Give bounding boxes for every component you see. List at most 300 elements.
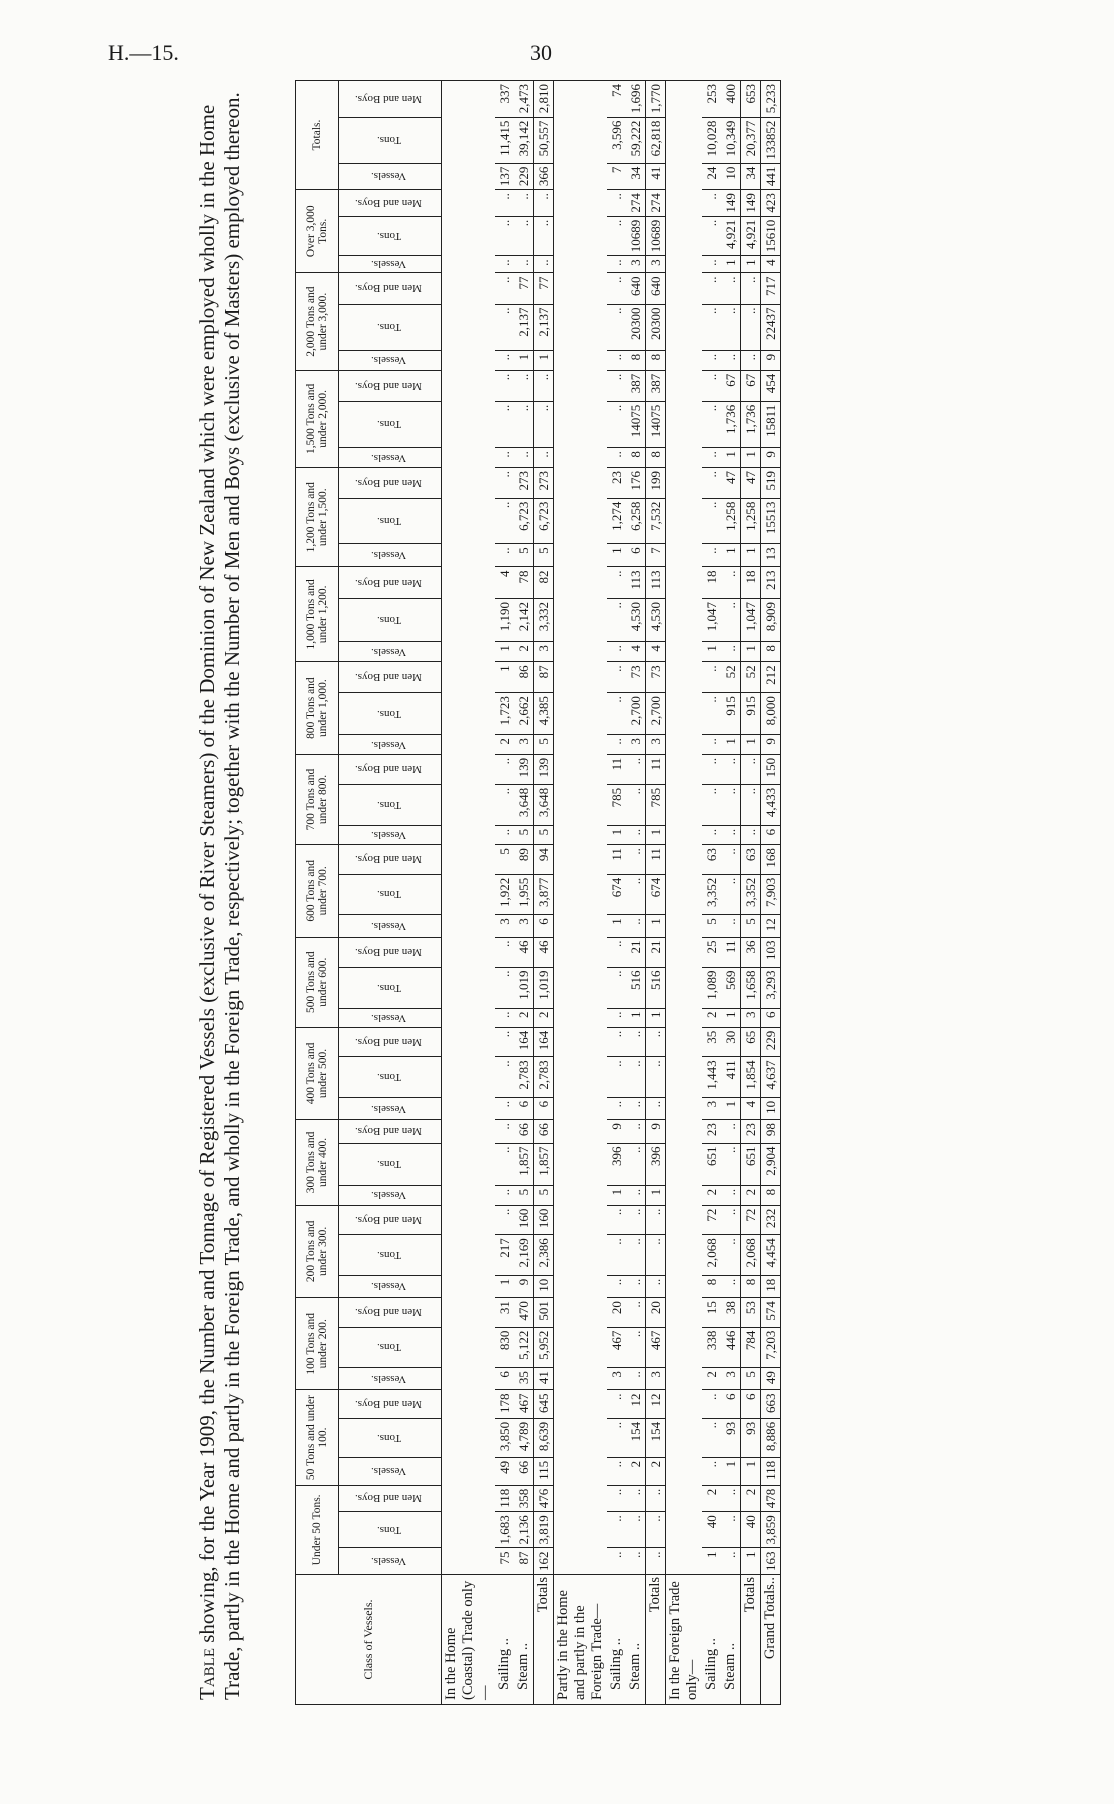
sub-header — [339, 598, 442, 641]
table-cell: .. — [702, 754, 721, 784]
table-cell: 7 — [646, 544, 666, 567]
sub-header-label: Vessels. — [370, 170, 407, 183]
sub-header — [339, 1418, 442, 1457]
section-spacer — [442, 81, 496, 1575]
table-cell: .. — [646, 1235, 666, 1275]
table-cell: .. — [702, 370, 721, 401]
table-cell: 113 — [626, 567, 646, 599]
table-cell: 2,136 — [514, 1512, 534, 1548]
table-cell: 1,683 — [495, 1512, 514, 1548]
table-cell: 1,723 — [495, 693, 514, 735]
table-cell: 4,433 — [761, 784, 781, 825]
table-cell: 47 — [721, 468, 741, 499]
table-cell: 1 — [721, 735, 741, 755]
table-cell: 915 — [741, 693, 761, 735]
group-header: Under 50 Tons. — [296, 1485, 339, 1574]
table-cell: 1 — [514, 350, 534, 370]
table-cell: 467 — [607, 1327, 626, 1367]
sub-header-label: Vessels. — [370, 1102, 407, 1115]
table-cell: .. — [607, 662, 626, 693]
row-label: Totals — [741, 1575, 761, 1705]
table-cell: 3 — [646, 735, 666, 755]
table-cell: .. — [646, 1057, 666, 1097]
table-cell: .. — [626, 1298, 646, 1328]
table-cell: .. — [495, 1143, 514, 1185]
table-cell: .. — [514, 401, 534, 447]
table-cell: 2,142 — [514, 598, 534, 641]
table-cell: 3 — [626, 256, 646, 273]
table-cell: 6 — [741, 1390, 761, 1418]
group-header: Totals. — [296, 81, 339, 190]
table-cell: 22437 — [761, 304, 781, 350]
table-cell: 3 — [514, 915, 534, 937]
table-cell: 4 — [646, 642, 666, 662]
table-cell: .. — [514, 448, 534, 468]
table-cell: 21 — [646, 937, 666, 967]
table-cell: .. — [626, 1235, 646, 1275]
table-cell: 65 — [741, 1027, 761, 1057]
table-cell: 11 — [646, 754, 666, 784]
page-ref: H.—15. — [108, 40, 179, 65]
table-cell: .. — [607, 1057, 626, 1097]
table-cell: .. — [607, 256, 626, 273]
table-cell: .. — [495, 544, 514, 567]
table-cell: 23 — [702, 1120, 721, 1143]
sub-header — [339, 1390, 442, 1418]
table-cell: 3 — [514, 735, 534, 755]
sub-header-label: Men and Boys. — [355, 946, 422, 959]
table-cell: 4,385 — [534, 693, 554, 735]
table-cell: 9 — [646, 1120, 666, 1143]
table-cell: 653 — [741, 81, 761, 118]
table-cell: .. — [741, 273, 761, 304]
table-cell: 1,857 — [514, 1143, 534, 1185]
table-cell: .. — [646, 1097, 666, 1119]
table-cell: 2,068 — [741, 1235, 761, 1275]
table-cell: 1,854 — [741, 1057, 761, 1097]
table-cell: 168 — [761, 845, 781, 875]
table-cell: 651 — [702, 1143, 721, 1185]
table-cell: 8 — [646, 350, 666, 370]
table-cell: 73 — [646, 662, 666, 693]
table-cell: 1 — [741, 256, 761, 273]
table-cell: .. — [607, 937, 626, 967]
table-cell: 6 — [721, 1390, 741, 1418]
table-cell: .. — [721, 1185, 741, 1205]
table-cell: 9 — [514, 1275, 534, 1297]
table-cell: 387 — [646, 370, 666, 401]
table-cell: 9 — [761, 350, 781, 370]
table-cell: 4,921 — [721, 216, 741, 256]
table-cell: .. — [607, 1235, 626, 1275]
table-cell: .. — [495, 273, 514, 304]
table-cell: .. — [607, 1457, 626, 1485]
table-cell: 396 — [607, 1143, 626, 1185]
table-cell: 154 — [646, 1418, 666, 1457]
table-cell: .. — [607, 642, 626, 662]
table-cell: .. — [495, 448, 514, 468]
table-cell: .. — [495, 1097, 514, 1119]
group-header: 600 Tons and under 700. — [296, 845, 339, 937]
table-cell: .. — [721, 598, 741, 641]
table-cell: .. — [721, 845, 741, 875]
group-header: 300 Tons and under 400. — [296, 1120, 339, 1205]
table-cell: 274 — [626, 190, 646, 217]
table-cell: 3,877 — [534, 874, 554, 914]
sub-header — [339, 1368, 442, 1390]
table-cell: .. — [646, 1027, 666, 1057]
sub-header-label: Tons. — [376, 1523, 401, 1536]
table-cell: .. — [626, 1027, 646, 1057]
table-cell: .. — [607, 1097, 626, 1119]
table-cell: .. — [626, 1548, 646, 1575]
sub-header-label: Vessels. — [370, 1555, 407, 1568]
table-cell: 5 — [534, 1185, 554, 1205]
table-cell: 160 — [514, 1205, 534, 1235]
table-cell: 14075 — [646, 401, 666, 447]
table-cell: 1,770 — [646, 81, 666, 118]
sub-header-label: Vessels. — [370, 354, 407, 367]
table-cell: .. — [495, 350, 514, 370]
table-row — [442, 81, 496, 1705]
sub-header — [339, 1485, 442, 1512]
table-cell: .. — [741, 825, 761, 844]
sub-header-label: Men and Boys. — [355, 1398, 422, 1411]
sub-header-label: Vessels. — [370, 451, 407, 464]
table-cell: 6 — [514, 1097, 534, 1119]
table-cell: 1 — [607, 1185, 626, 1205]
table-cell: 2 — [702, 1485, 721, 1512]
sub-header-label: Vessels. — [370, 1280, 407, 1293]
sub-header — [339, 825, 442, 844]
table-cell: .. — [495, 937, 514, 967]
sub-header-label: Men and Boys. — [355, 92, 422, 105]
sub-header — [339, 1205, 442, 1235]
table-cell: 1 — [741, 544, 761, 567]
table-cell: 1 — [702, 642, 721, 662]
group-header: 1,500 Tons and under 2,000. — [296, 370, 339, 467]
table-cell: 115 — [534, 1457, 554, 1485]
table-cell: .. — [495, 784, 514, 825]
table-cell: .. — [607, 1548, 626, 1575]
table-cell: .. — [495, 754, 514, 784]
table-cell: 93 — [741, 1418, 761, 1457]
table-cell: .. — [607, 1275, 626, 1297]
table-cell: 46 — [534, 937, 554, 967]
table-cell: .. — [626, 1327, 646, 1367]
section-spacer — [666, 81, 703, 1575]
sub-header-label: Men and Boys. — [355, 763, 422, 776]
sub-header-label: Tons. — [376, 418, 401, 431]
table-cell: 229 — [761, 1027, 781, 1057]
table-cell: 212 — [761, 662, 781, 693]
table-cell: .. — [495, 216, 514, 256]
table-cell: 82 — [534, 567, 554, 599]
table-cell: 12 — [626, 1390, 646, 1418]
sub-header — [339, 1185, 442, 1205]
table-cell: 4,789 — [514, 1418, 534, 1457]
table-cell: .. — [495, 1008, 514, 1027]
sub-header — [339, 642, 442, 662]
table-cell: 4 — [626, 642, 646, 662]
table-cell: .. — [495, 1120, 514, 1143]
table-cell: 1,696 — [626, 81, 646, 118]
table-cell: 217 — [495, 1235, 514, 1275]
table-cell: .. — [721, 642, 741, 662]
table-cell: 1 — [626, 1008, 646, 1027]
table-cell: .. — [495, 190, 514, 217]
table-cell: 3,819 — [534, 1512, 554, 1548]
group-header: 200 Tons and under 300. — [296, 1205, 339, 1297]
table-cell: 640 — [646, 273, 666, 304]
table-cell: 1,019 — [534, 967, 554, 1008]
table-cell: .. — [607, 1390, 626, 1418]
sub-header — [339, 448, 442, 468]
sub-header — [339, 216, 442, 256]
table-cell: 8 — [626, 448, 646, 468]
sub-header — [339, 1008, 442, 1027]
table-cell: 5 — [741, 1368, 761, 1390]
table-cell: 830 — [495, 1327, 514, 1367]
sub-header — [339, 567, 442, 599]
table-cell: .. — [534, 370, 554, 401]
table-cell: .. — [721, 784, 741, 825]
table-cell: 338 — [702, 1327, 721, 1367]
table-cell: 18 — [702, 567, 721, 599]
sub-header — [339, 498, 442, 544]
table-cell: 52 — [741, 662, 761, 693]
sub-header — [339, 754, 442, 784]
table-cell: 12 — [646, 1390, 666, 1418]
group-header: 700 Tons and under 800. — [296, 754, 339, 844]
table-cell: 3 — [741, 1008, 761, 1027]
sub-header-label: Tons. — [376, 707, 401, 720]
table-cell: 39,142 — [514, 117, 534, 163]
table-row — [646, 81, 666, 1705]
table-cell: 213 — [761, 567, 781, 599]
table-cell: 5 — [534, 544, 554, 567]
table-cell: 1,736 — [741, 401, 761, 447]
table-cell: 1 — [646, 1185, 666, 1205]
group-header: 500 Tons and under 600. — [296, 937, 339, 1027]
table-cell: 2 — [514, 642, 534, 662]
table-cell: 569 — [721, 967, 741, 1008]
class-header: Class of Vessels. — [296, 1575, 442, 1705]
table-cell: 2,783 — [534, 1057, 554, 1097]
table-cell: .. — [495, 256, 514, 273]
table-cell: 53 — [741, 1298, 761, 1328]
table-cell: 18 — [761, 1275, 781, 1297]
sub-header — [339, 1548, 442, 1575]
table-cell: 133852 — [761, 117, 781, 163]
table-row — [495, 81, 514, 1705]
table-cell: 1 — [495, 662, 514, 693]
sub-header-label: Tons. — [376, 1341, 401, 1354]
table-cell: .. — [646, 1485, 666, 1512]
table-cell: 2,904 — [761, 1143, 781, 1185]
page-number: 30 — [530, 40, 552, 65]
table-cell: 8 — [702, 1275, 721, 1297]
table-cell: 9 — [761, 448, 781, 468]
table-cell: 77 — [514, 273, 534, 304]
table-cell: .. — [495, 1027, 514, 1057]
table-cell: 516 — [646, 967, 666, 1008]
sub-header-label: Tons. — [376, 981, 401, 994]
table-cell: .. — [702, 468, 721, 499]
group-header: 400 Tons and under 500. — [296, 1027, 339, 1119]
table-cell: 24 — [702, 163, 721, 190]
table-cell: .. — [534, 216, 554, 256]
table-cell: 4,637 — [761, 1057, 781, 1097]
table-cell: 86 — [514, 662, 534, 693]
table-cell: 2 — [702, 1185, 721, 1205]
table-cell: 454 — [761, 370, 781, 401]
sub-header-label: Vessels. — [370, 1465, 407, 1478]
table-cell: .. — [646, 1548, 666, 1575]
sub-header — [339, 468, 442, 499]
table-cell: .. — [626, 754, 646, 784]
sub-header — [339, 1097, 442, 1119]
caption-text: showing, for the Year 1909, the Number and Tonnage of Registered Vessels (exclusive of River Steamers) of the Dominion of New Zealand which were employed wholly in the Home Trade, partly in the Home and partly in the Foreign Trade, and wholly in the Foreign Trade, respectively; together with the Number of Men and Boys (exclusive of Masters) employed thereon. — [195, 92, 244, 1700]
sub-header-label: Tons. — [376, 514, 401, 527]
table-cell: .. — [702, 544, 721, 567]
table-cell: 74 — [607, 81, 626, 118]
table-cell: 41 — [646, 163, 666, 190]
sub-header-label: Vessels. — [370, 829, 407, 842]
table-cell: 6 — [534, 915, 554, 937]
table-cell: 1,047 — [741, 598, 761, 641]
table-cell: 3,332 — [534, 598, 554, 641]
table-cell: 8 — [741, 1275, 761, 1297]
table-cell: 2 — [626, 1457, 646, 1485]
sub-header-label: Vessels. — [370, 645, 407, 658]
table-cell: 160 — [534, 1205, 554, 1235]
table-cell: 1 — [741, 735, 761, 755]
table-cell: 63 — [741, 845, 761, 875]
table-cell: .. — [607, 448, 626, 468]
table-cell: 9 — [607, 1120, 626, 1143]
sub-header — [339, 544, 442, 567]
table-cell: .. — [607, 567, 626, 599]
table-cell: 7,903 — [761, 874, 781, 914]
table-cell: 1 — [495, 1275, 514, 1297]
table-cell: 6 — [626, 544, 646, 567]
table-cell: 915 — [721, 693, 741, 735]
table-cell: 5 — [514, 825, 534, 844]
table-cell: 46 — [514, 937, 534, 967]
table-cell: 8,909 — [761, 598, 781, 641]
section-spacer — [554, 81, 608, 1575]
table-cell: 2,137 — [514, 304, 534, 350]
table-cell: 94 — [534, 845, 554, 875]
table-cell: .. — [607, 1485, 626, 1512]
table-cell: 663 — [761, 1390, 781, 1418]
table-cell: .. — [721, 825, 741, 844]
table-cell: .. — [626, 1185, 646, 1205]
row-label: Sailing .. — [702, 1575, 721, 1705]
table-cell: 8 — [646, 448, 666, 468]
table-cell: 11 — [607, 845, 626, 875]
table-cell: 20,377 — [741, 117, 761, 163]
sub-header-label: Men and Boys. — [355, 282, 422, 295]
row-label: Steam .. — [721, 1575, 741, 1705]
sub-header-label: Men and Boys. — [355, 1213, 422, 1226]
table-cell: 446 — [721, 1327, 741, 1367]
table-cell: 162 — [534, 1548, 554, 1575]
table-cell: 1 — [646, 915, 666, 937]
table-cell: 467 — [646, 1327, 666, 1367]
table-row — [514, 81, 534, 1705]
rotated-page-content — [195, 80, 1055, 1720]
sub-header-label: Tons. — [376, 888, 401, 901]
group-header: 2,000 Tons and under 3,000. — [296, 273, 339, 370]
table-cell: 11 — [607, 754, 626, 784]
table-cell: 5,952 — [534, 1327, 554, 1367]
group-header: 800 Tons and under 1,000. — [296, 662, 339, 755]
table-cell: 3 — [626, 735, 646, 755]
table-cell: 1 — [721, 256, 741, 273]
vessels-table — [295, 80, 781, 1705]
table-cell: 7 — [607, 163, 626, 190]
table-cell: 6 — [495, 1368, 514, 1390]
table-cell: 6,258 — [626, 498, 646, 544]
table-cell: 66 — [514, 1120, 534, 1143]
table-cell: 15 — [702, 1298, 721, 1328]
table-cell: 274 — [646, 190, 666, 217]
table-cell: 78 — [514, 567, 534, 599]
table-cell: .. — [721, 1205, 741, 1235]
table-cell: .. — [721, 1548, 741, 1575]
sub-header-label: Men and Boys. — [355, 576, 422, 589]
table-cell: .. — [741, 350, 761, 370]
table-cell: .. — [721, 273, 741, 304]
table-cell: .. — [607, 1418, 626, 1457]
table-cell: .. — [495, 1205, 514, 1235]
group-header: 1,200 Tons and under 1,500. — [296, 468, 339, 567]
table-cell: .. — [702, 693, 721, 735]
table-cell: .. — [607, 190, 626, 217]
table-cell: .. — [646, 1512, 666, 1548]
row-label: Partly in the Home and partly in the Foreign Trade— — [554, 1575, 608, 1705]
table-cell: .. — [702, 190, 721, 217]
table-cell: 67 — [721, 370, 741, 401]
table-cell: 176 — [626, 468, 646, 499]
table-cell: .. — [721, 1120, 741, 1143]
table-cell: 1 — [741, 642, 761, 662]
table-cell: 1,089 — [702, 967, 721, 1008]
table-cell: 5,122 — [514, 1327, 534, 1367]
table-cell: .. — [721, 1235, 741, 1275]
table-cell: 1 — [646, 825, 666, 844]
table-cell: 470 — [514, 1298, 534, 1328]
table-cell: .. — [495, 967, 514, 1008]
table-cell: .. — [607, 401, 626, 447]
sub-header — [339, 350, 442, 370]
table-cell: .. — [626, 1205, 646, 1235]
table-cell: .. — [607, 1512, 626, 1548]
table-cell: 25 — [702, 937, 721, 967]
sub-header-label: Tons. — [376, 798, 401, 811]
table-cell: 2,700 — [646, 693, 666, 735]
table-cell: .. — [607, 1027, 626, 1057]
table-cell: 30 — [721, 1027, 741, 1057]
table-cell: 2 — [741, 1185, 761, 1205]
table-cell: 149 — [741, 190, 761, 217]
table-cell: 7,203 — [761, 1327, 781, 1367]
table-row — [721, 81, 741, 1705]
table-cell: 10 — [721, 163, 741, 190]
table-cell: .. — [607, 1205, 626, 1235]
